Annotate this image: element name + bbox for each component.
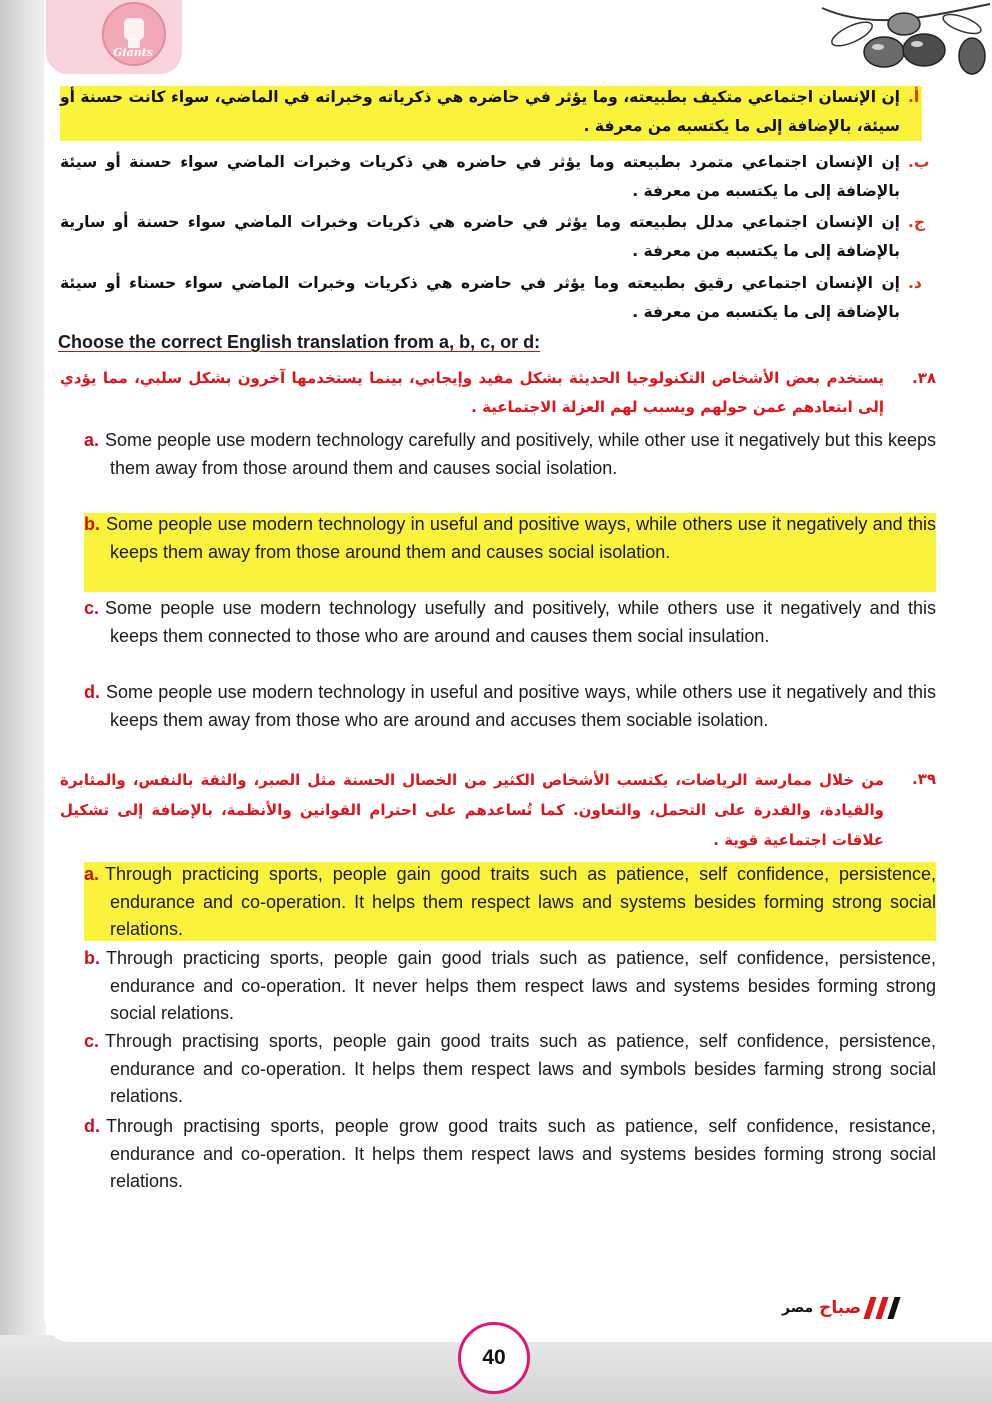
brand-word-red: صباح (819, 1298, 862, 1318)
brand-slash-icon (864, 1297, 877, 1319)
ar-option-a[interactable]: إن الإنسان اجتماعي متكيف بطبيعته، وما يؤثر في حاضره هي ذكرياته وخبراته في الماضي، سواء كانت حسنة أو سيئة، بالإضافة إلى ما يكتسبه من معرفة . (60, 88, 900, 135)
olive-branch-icon (812, 0, 992, 82)
q38-option-a[interactable]: a. Some people use modern technology carefully and positively, while other use it negatively but this keeps them away from those around them and causes social isolation. (84, 430, 936, 478)
ar-option-c[interactable]: إن الإنسان اجتماعي مدلل بطبيعته وما يؤثر في حاضره هي ذكريات وخبرات الماضي سواء حسنة أو سارية بالإضافة إلى ما يكتسبه من معرفة . (60, 213, 900, 260)
ar-option-b[interactable]: إن الإنسان اجتماعي متمرد بطبيعته وما يؤثر في حاضره هي ذكريات وخبرات الماضي سواء حسنة أو سيئة بالإضافة إلى ما يكتسبه من معرفة . (60, 153, 900, 200)
q39-option-b[interactable]: b. Through practicing sports, people gain good trials such as patience, self confidence, persistence, endurance and co-operation. It never helps them respect laws and systems besides forming strong social relations. (84, 948, 936, 1023)
ar-option-letter: د. (908, 274, 922, 292)
brand-slash-icon (876, 1297, 889, 1319)
left-margin-shade (0, 0, 46, 1403)
question-38-text: يستخدم بعض الأشخاص التكنولوجيا الحديثة بشكل مفيد وإيجابي، بينما يستخدمها آخرون بشكل سلبي، مما يؤدي إلى ابتعادهم عمن حولهم ويسبب لهم العزلة الاجتماعية . (60, 369, 884, 416)
q39-option-c[interactable]: c. Through practising sports, people gain good traits such as patience, self confidence, persistence, endurance and co-operation. It helps them respect laws and symbols besides farming strong social relations. (84, 1031, 936, 1106)
q38-option-b[interactable]: b. Some people use modern technology in useful and positive ways, while others use it negatively and this keeps them away from those around them and causes social isolation. (84, 514, 936, 562)
q38-option-d[interactable]: d. Some people use modern technology in useful and positive ways, while others use it negatively and this keeps them away from those who are around and accuses them sociable isolation. (84, 682, 936, 730)
q39-option-d[interactable]: d. Through practising sports, people grow good traits such as patience, self confidence, resistance, endurance and co-operation. It helps them respect laws and systems besides forming strong social relations. (84, 1116, 936, 1191)
page-number: 40 (458, 1322, 530, 1394)
giants-logo (46, 0, 182, 74)
footer-brand-logo (782, 1294, 897, 1322)
ar-option-letter: ب. (908, 153, 930, 171)
ar-option-letter: ج. (908, 213, 926, 231)
section-instruction: Choose the correct English translation from a, b, c, or d: (58, 332, 541, 352)
ar-option-letter: أ. (908, 88, 920, 106)
logo-text: Giants (113, 46, 153, 59)
q38-option-c[interactable]: c. Some people use modern technology usefully and positively, while others use it negatively and this keeps them connected to those who are around and causes them social insulation. (84, 598, 936, 646)
question-number: ٣٨. (911, 369, 936, 387)
brand-word-black: مصر (782, 1300, 814, 1316)
question-number: ٣٩. (911, 770, 936, 788)
q39-option-a[interactable]: a. Through practicing sports, people gain good traits such as patience, self confidence, persistence, endurance and co-operation. It helps them respect laws and systems besides forming strong social relations. (84, 864, 936, 939)
ar-option-d[interactable]: إن الإنسان اجتماعي رقيق بطبيعته وما يؤثر في حاضره هي ذكريات وخبرات الماضي سواء حسناء أو سيئة بالإضافة إلى ما يكتسبه من معرفة . (60, 274, 900, 321)
question-39-text: من خلال ممارسة الرياضات، يكتسب الأشخاص الكثير من الخصال الحسنة مثل الصبر، والثقة بالنفس، والمثابرة والقيادة، والقدرة على التحمل، والتعاون. كما تُساعدهم على احترام القوانين والأنظمة، بالإضافة إلى تشكيل علاقات اجتماعية قوية . (60, 771, 884, 849)
